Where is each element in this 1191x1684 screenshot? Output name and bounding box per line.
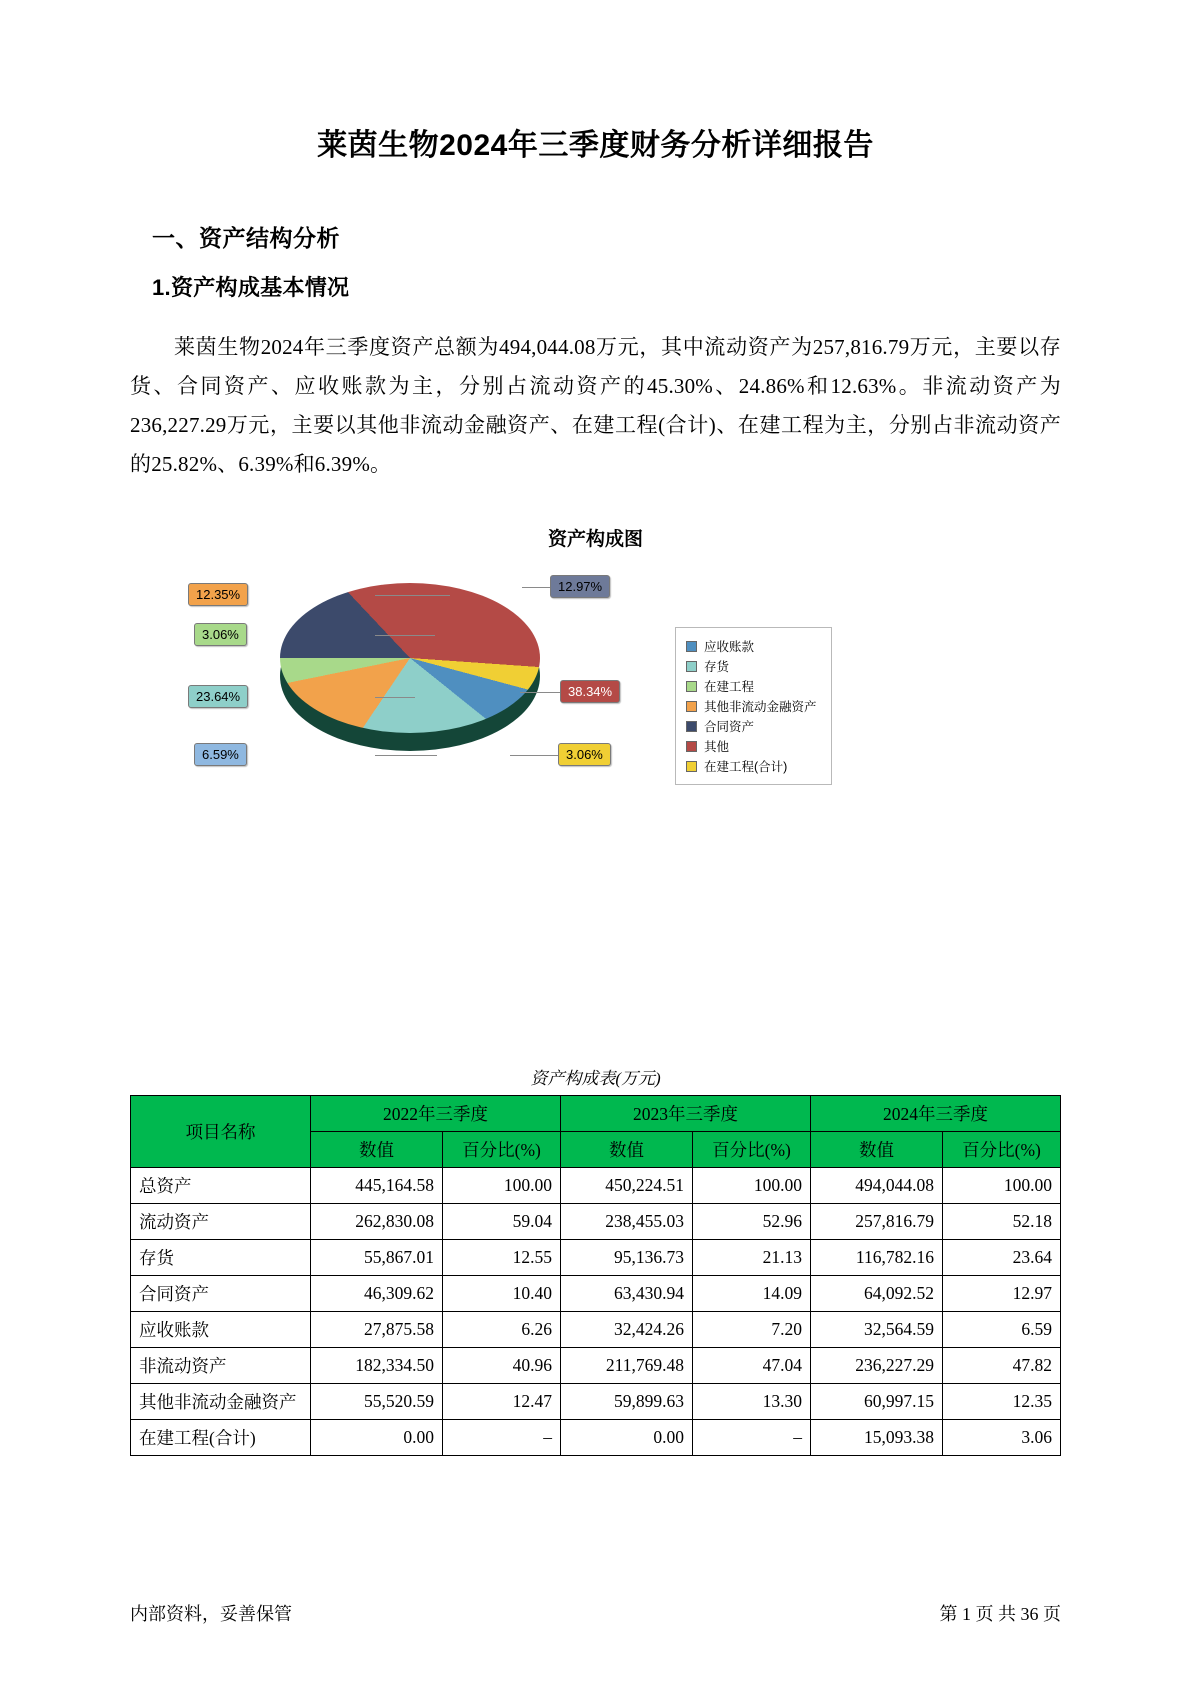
cell: 211,769.48 [561,1348,693,1384]
legend-swatch-icon [686,681,697,692]
legend-item [686,716,817,736]
cell: 10.40 [443,1276,561,1312]
cell: 52.96 [693,1204,811,1240]
table-row [131,1276,1061,1312]
cell: 40.96 [443,1348,561,1384]
legend-label: 在建工程(合计) [704,760,788,774]
cell: 494,044.08 [811,1168,943,1204]
table-row [131,1204,1061,1240]
cell: 12.97 [943,1276,1061,1312]
legend-swatch-icon [686,721,697,732]
section-heading: 一、资产结构分析 [152,225,340,251]
cell: 100.00 [943,1168,1061,1204]
cell: 59,899.63 [561,1384,693,1420]
legend-swatch-icon [686,741,697,752]
cell: 236,227.29 [811,1348,943,1384]
cell: 116,782.16 [811,1240,943,1276]
cell: 32,564.59 [811,1312,943,1348]
cell: 64,092.52 [811,1276,943,1312]
cell: 27,875.58 [311,1312,443,1348]
pie-callout-construction-total: 3.06% [558,743,611,766]
legend-item [686,636,817,656]
pie-callout-receivables: 6.59% [194,743,247,766]
table-row [131,1384,1061,1420]
pie-graphic [280,575,540,785]
legend-label: 存货 [704,660,730,674]
cell: 100.00 [443,1168,561,1204]
cell: – [443,1420,561,1456]
footer-left-text: 内部资料，妥善保管 [130,1604,292,1624]
legend-swatch-icon [686,761,697,772]
chart-legend [675,627,832,785]
header-period-2022: 2022年三季度 [311,1096,561,1132]
row-label: 应收账款 [131,1312,311,1348]
pie-callout-contract-assets: 12.97% [550,575,610,598]
cell: 238,455.03 [561,1204,693,1240]
legend-label: 应收账款 [704,640,755,654]
row-label: 在建工程(合计) [131,1420,311,1456]
legend-item [686,656,817,676]
leader-line [520,692,562,693]
pie-callout-inventory: 23.64% [188,685,248,708]
page-footer [130,1600,1061,1626]
leader-line [375,635,435,636]
cell: 14.09 [693,1276,811,1312]
analysis-paragraph: 莱茵生物2024年三季度资产总额为494,044.08万元，其中流动资产为257,816.79万元，主要以存货、合同资产、应收账款为主，分别占流动资产的45.30%、24.86%和12.63%。非流动资产为236,227.29万元，主要以其他非流动金融资产、在建工程(合计)、在建工程为主，分别占非流动资产的25.82%、6.39%和6.39%。 [130,335,1061,476]
leader-line [375,697,415,698]
table-row [131,1240,1061,1276]
cell: 0.00 [311,1420,443,1456]
legend-swatch-icon [686,661,697,672]
legend-item [686,676,817,696]
legend-swatch-icon [686,701,697,712]
header-item-name: 项目名称 [131,1096,311,1168]
page-title: 莱茵生物2024年三季度财务分析详细报告 [317,129,874,162]
asset-composition-table [130,1095,1061,1456]
cell: 15,093.38 [811,1420,943,1456]
legend-swatch-icon [686,641,697,652]
leader-line [375,755,437,756]
cell: 0.00 [561,1420,693,1456]
cell: 262,830.08 [311,1204,443,1240]
cell: 12.35 [943,1384,1061,1420]
header-value-2022: 数值 [311,1132,443,1168]
pie-callout-others: 38.34% [560,680,620,703]
cell: 55,520.59 [311,1384,443,1420]
cell: 100.00 [693,1168,811,1204]
cell: 6.59 [943,1312,1061,1348]
row-label: 非流动资产 [131,1348,311,1384]
cell: 60,997.15 [811,1384,943,1420]
table-row [131,1420,1061,1456]
cell: 47.04 [693,1348,811,1384]
cell: 6.26 [443,1312,561,1348]
legend-item [686,696,817,716]
header-period-2024: 2024年三季度 [811,1096,1061,1132]
cell: 59.04 [443,1204,561,1240]
cell: 7.20 [693,1312,811,1348]
table-header-row-periods [131,1096,1061,1132]
cell: 3.06 [943,1420,1061,1456]
table-row [131,1168,1061,1204]
cell: 182,334.50 [311,1348,443,1384]
legend-label: 在建工程 [704,680,755,694]
cell: 95,136.73 [561,1240,693,1276]
subsection-heading: 1.资产构成基本情况 [152,275,350,300]
header-percent-2024: 百分比(%) [943,1132,1061,1168]
legend-item [686,756,817,776]
header-percent-2023: 百分比(%) [693,1132,811,1168]
pie-callout-other-noncurrent-financial: 12.35% [188,583,248,606]
table-caption: 资产构成表(万元) [530,1069,661,1088]
header-period-2023: 2023年三季度 [561,1096,811,1132]
legend-label: 其他 [704,740,730,754]
cell: 47.82 [943,1348,1061,1384]
row-label: 存货 [131,1240,311,1276]
cell: 32,424.26 [561,1312,693,1348]
table-row [131,1348,1061,1384]
cell: 55,867.01 [311,1240,443,1276]
legend-label: 合同资产 [704,720,755,734]
footer-page-number: 第 1 页 共 36 页 [939,1604,1061,1624]
legend-item [686,736,817,756]
cell: 52.18 [943,1204,1061,1240]
leader-line [375,595,450,596]
cell: 450,224.51 [561,1168,693,1204]
header-value-2024: 数值 [811,1132,943,1168]
chart-title: 资产构成图 [547,529,643,550]
header-value-2023: 数值 [561,1132,693,1168]
cell: 23.64 [943,1240,1061,1276]
cell: 12.55 [443,1240,561,1276]
row-label: 流动资产 [131,1204,311,1240]
cell: 63,430.94 [561,1276,693,1312]
leader-line [510,755,560,756]
header-percent-2022: 百分比(%) [443,1132,561,1168]
cell: 257,816.79 [811,1204,943,1240]
table-row [131,1312,1061,1348]
cell: 445,164.58 [311,1168,443,1204]
cell: 13.30 [693,1384,811,1420]
row-label: 其他非流动金融资产 [131,1384,311,1420]
legend-label: 其他非流动金融资产 [704,700,817,714]
pie-slices [280,583,540,733]
row-label: 合同资产 [131,1276,311,1312]
pie-callout-construction-in-progress: 3.06% [194,623,247,646]
row-label: 总资产 [131,1168,311,1204]
asset-composition-chart [130,524,1061,944]
chart-canvas [130,557,1061,917]
cell: 46,309.62 [311,1276,443,1312]
cell: 12.47 [443,1384,561,1420]
cell: 21.13 [693,1240,811,1276]
cell: – [693,1420,811,1456]
